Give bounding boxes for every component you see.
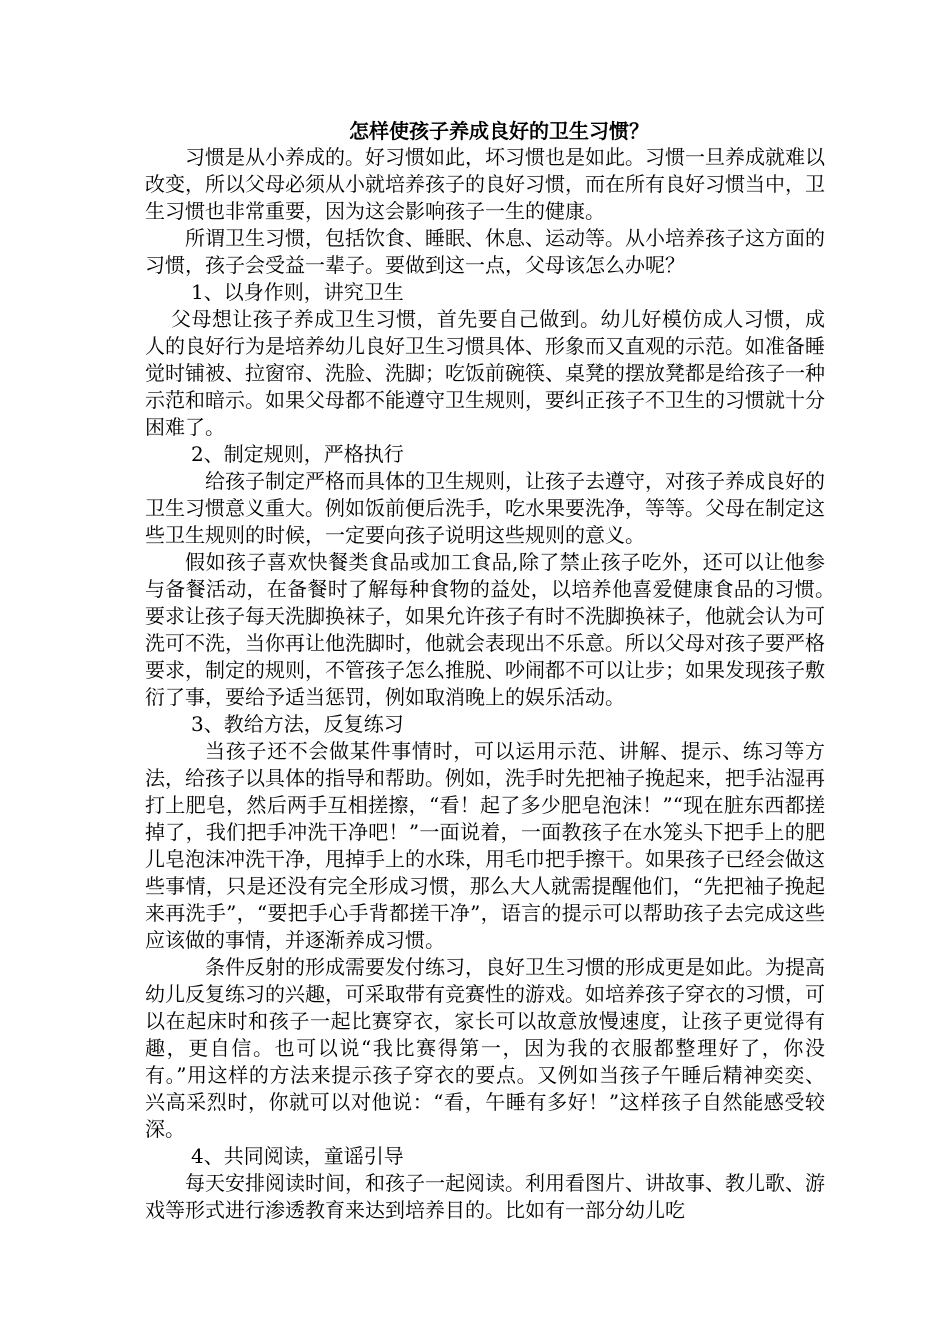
document-page xyxy=(145,118,865,1224)
paragraph-lead-by-example: 父母想让孩子养成卫生习惯，首先要自己做到。幼儿好模仿成人习惯，成人的良好行为是培养幼儿良好卫生习惯具体、形象而又直观的示范。如准备睡觉时铺被、拉窗帘、洗脸、洗脚；吃饭前碗筷、桌凳的摆放凳都是给孩子一种示范和暗示。如果父母都不能遵守卫生规则，要纠正孩子不卫生的习惯就十分困难了。 xyxy=(145,307,825,439)
paragraph-fast-food: 假如孩子喜欢快餐类食品或加工食品,除了禁止孩子吃外，还可以让他参与备餐活动，在备餐时了解每种食物的益处，以培养他喜爱健康食品的习惯。 要求让孩子每天洗脚换袜子，如果允许孩子有时不洗脚换袜子，他就会认为可洗可不洗，当你再让他洗脚时，他就会表现出不乐意。所以父母对孩子要严格要求，制定的规则，不管孩子怎么推脱、吵闹都不可以让步；如果发现孩子敷衍了事，要给予适当惩罚，例如取消晚上的娱乐活动。 xyxy=(145,550,865,709)
section-heading-3: 3、教给方法，反复练习 xyxy=(191,712,404,736)
section-heading-4: 4、共同阅读，童谣引导 xyxy=(191,1144,404,1168)
paragraph-rules: 给孩子制定严格而具体的卫生规则，让孩子去遵守，对孩子养成良好的卫生习惯意义重大。例如饭前便后洗手，吃水果要洗净，等等。父母在制定这些卫生规则的时候，一定要向孩子说明这些规则的意义。 xyxy=(145,469,825,547)
section-heading-2: 2、制定规则，严格执行 xyxy=(191,442,404,466)
paragraph-reading: 每天安排阅读时间，和孩子一起阅读。利用看图片、讲故事、教儿歌、游戏等形式进行渗透教育来达到培养目的。比如有一部分幼儿吃 xyxy=(145,1171,825,1222)
section-heading-1: 1、以身作则，讲究卫生 xyxy=(191,280,404,304)
paragraph-definition: 所谓卫生习惯，包括饮食、睡眠、休息、运动等。从小培养孩子这方面的习惯，孩子会受益一辈子。要做到这一点，父母该怎么办呢？ xyxy=(145,226,825,277)
paragraph-practice: 条件反射的形成需要发付练习，良好卫生习惯的形成更是如此。为提高幼儿反复练习的兴趣，可采取带有竞赛性的游戏。如培养孩子穿衣的习惯，可以在起床时和孩子一起比赛穿衣，家长可以故意放慢速度，让孩子更觉得有趣，更自信。也可以说“我比赛得第一，因为我的衣服都整理好了，你没有。”用这样的方法来提示孩子穿衣的要点。又例如当孩子午睡后精神奕奕、兴高采烈时，你就可以对他说：“看，午睡有多好！”这样孩子自然能感受较深。 xyxy=(145,955,825,1141)
paragraph-methods: 当孩子还不会做某件事情时，可以运用示范、讲解、提示、练习等方法，给孩子以具体的指导和帮助。例如，洗手时先把袖子挽起来，把手沾湿再打上肥皂，然后两手互相搓擦，“看！起了多少肥皂泡沫！”“现在脏东西都搓掉了，我们把手冲洗干净吧！”一面说着，一面教孩子在水笼头下把手上的肥儿皂泡沫冲洗干净，甩掉手上的水珠，用毛巾把手擦干。如果孩子已经会做这些事情，只是还没有完全形成习惯，那么大人就需提醒他们，“先把袖子挽起来再洗手”，“要把手心手背都搓干净”，语言的提示可以帮助孩子去完成这些应该做的事情，并逐渐养成习惯。 xyxy=(145,739,825,952)
document-title: 怎样使孩子养成良好的卫生习惯？ xyxy=(349,119,649,143)
paragraph-intro: 习惯是从小养成的。好习惯如此，坏习惯也是如此。习惯一旦养成就难以改变，所以父母必须从小就培养孩子的良好习惯，而在所有良好习惯当中，卫生习惯也非常重要，因为这会影响孩子一生的健康。 xyxy=(145,145,825,223)
